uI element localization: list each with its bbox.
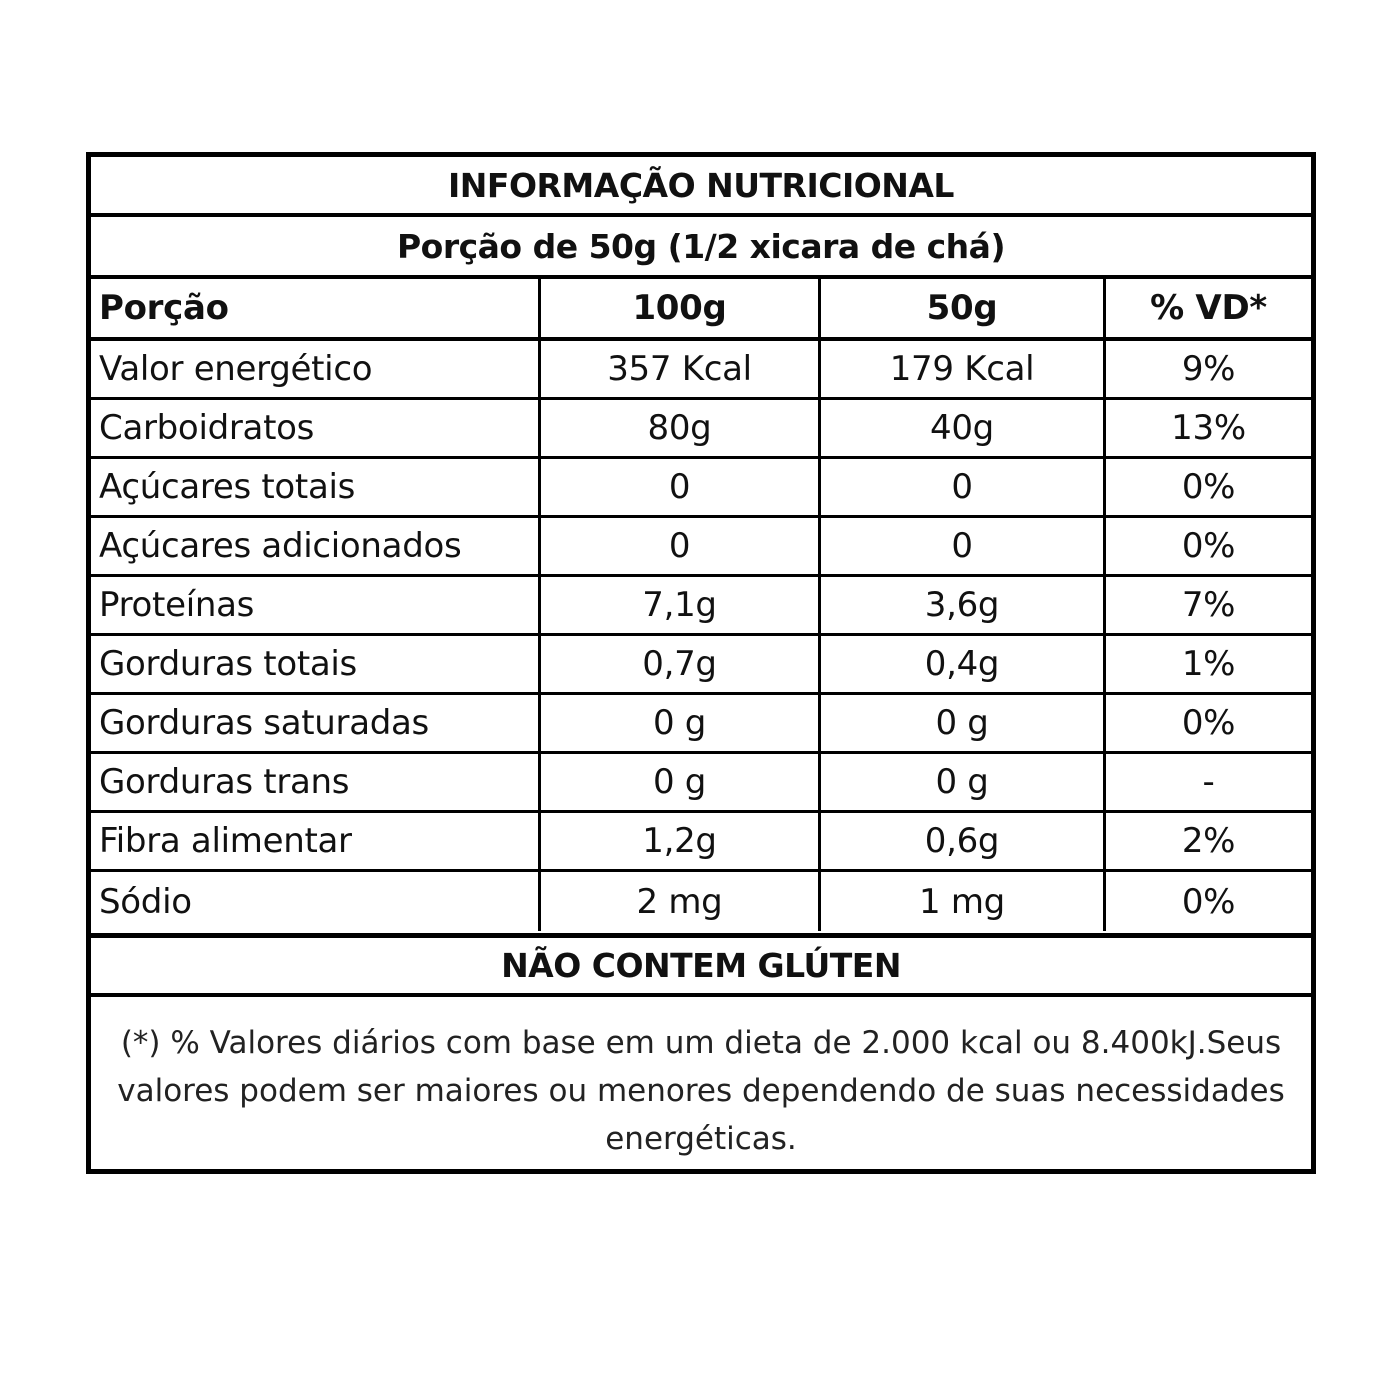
cell-daily-value: 13% (1171, 408, 1246, 448)
cell-daily-value: 0% (1181, 703, 1236, 743)
table-row (91, 695, 1311, 754)
footnote: (*) % Valores diários com base em um dieta de 2.000 kcal ou 8.400kJ.Seus valores podem ser maiores ou menores dependendo de suas necessidades energéticas. (117, 1025, 1285, 1157)
cell-nutrient-name: Gorduras trans (91, 754, 541, 810)
panel-title: INFORMAÇÃO NUTRICIONAL (91, 157, 1311, 217)
nutrition-table (91, 279, 1311, 937)
nutrition-facts-panel (86, 152, 1316, 1174)
cell-daily-value: 9% (1181, 349, 1236, 389)
cell-value-50g: 179 Kcal (821, 341, 1106, 397)
cell-nutrient-name: Valor energético (91, 341, 541, 397)
cell-daily-value: 2% (1181, 821, 1236, 861)
cell-value-100g: 0 g (541, 695, 821, 751)
cell-value-100g: 2 mg (541, 872, 821, 931)
gluten-notice: NÃO CONTEM GLÚTEN (91, 933, 1311, 997)
cell-value-50g: 0 g (821, 754, 1106, 810)
table-header-row (91, 279, 1311, 341)
table-row (91, 400, 1311, 459)
cell-value-50g: 3,6g (821, 577, 1106, 633)
cell-nutrient-name: Sódio (91, 872, 541, 931)
header-cell-100g: 100g (541, 279, 821, 337)
cell-nutrient-name: Proteínas (91, 577, 541, 633)
cell-value-100g: 7,1g (541, 577, 821, 633)
cell-nutrient-name: Gorduras saturadas (91, 695, 541, 751)
cell-value-50g: 0 g (821, 695, 1106, 751)
cell-value-50g: 0 (821, 459, 1106, 515)
cell-value-100g: 357 Kcal (541, 341, 821, 397)
table-row (91, 813, 1311, 872)
cell-value-100g: 80g (541, 400, 821, 456)
table-row (91, 872, 1311, 931)
serving-size: Porção de 50g (1/2 xicara de chá) (91, 217, 1311, 279)
cell-nutrient-name: Açúcares totais (91, 459, 541, 515)
cell-daily-value: 0% (1181, 526, 1236, 566)
table-row (91, 754, 1311, 813)
cell-daily-value: 1% (1181, 644, 1236, 684)
cell-daily-value: 0% (1181, 467, 1236, 507)
table-row (91, 459, 1311, 518)
table-row (91, 577, 1311, 636)
cell-nutrient-name: Fibra alimentar (91, 813, 541, 869)
cell-nutrient-name: Açúcares adicionados (91, 518, 541, 574)
cell-value-100g: 0 g (541, 754, 821, 810)
cell-value-50g: 40g (821, 400, 1106, 456)
cell-nutrient-name: Gorduras totais (91, 636, 541, 692)
cell-value-100g: 0,7g (541, 636, 821, 692)
table-row (91, 341, 1311, 400)
table-row (91, 636, 1311, 695)
cell-value-50g: 0 (821, 518, 1106, 574)
cell-value-50g: 1 mg (821, 872, 1106, 931)
header-cell-daily-value: % VD* (1150, 288, 1267, 328)
cell-daily-value: 7% (1181, 585, 1236, 625)
cell-value-100g: 0 (541, 459, 821, 515)
cell-value-100g: 0 (541, 518, 821, 574)
cell-value-50g: 0,6g (821, 813, 1106, 869)
header-cell-portion: Porção (91, 279, 541, 337)
cell-value-100g: 1,2g (541, 813, 821, 869)
cell-value-50g: 0,4g (821, 636, 1106, 692)
cell-daily-value: 0% (1181, 881, 1236, 922)
cell-daily-value: - (1202, 762, 1215, 802)
header-cell-50g: 50g (821, 279, 1106, 337)
table-row (91, 518, 1311, 577)
cell-nutrient-name: Carboidratos (91, 400, 541, 456)
